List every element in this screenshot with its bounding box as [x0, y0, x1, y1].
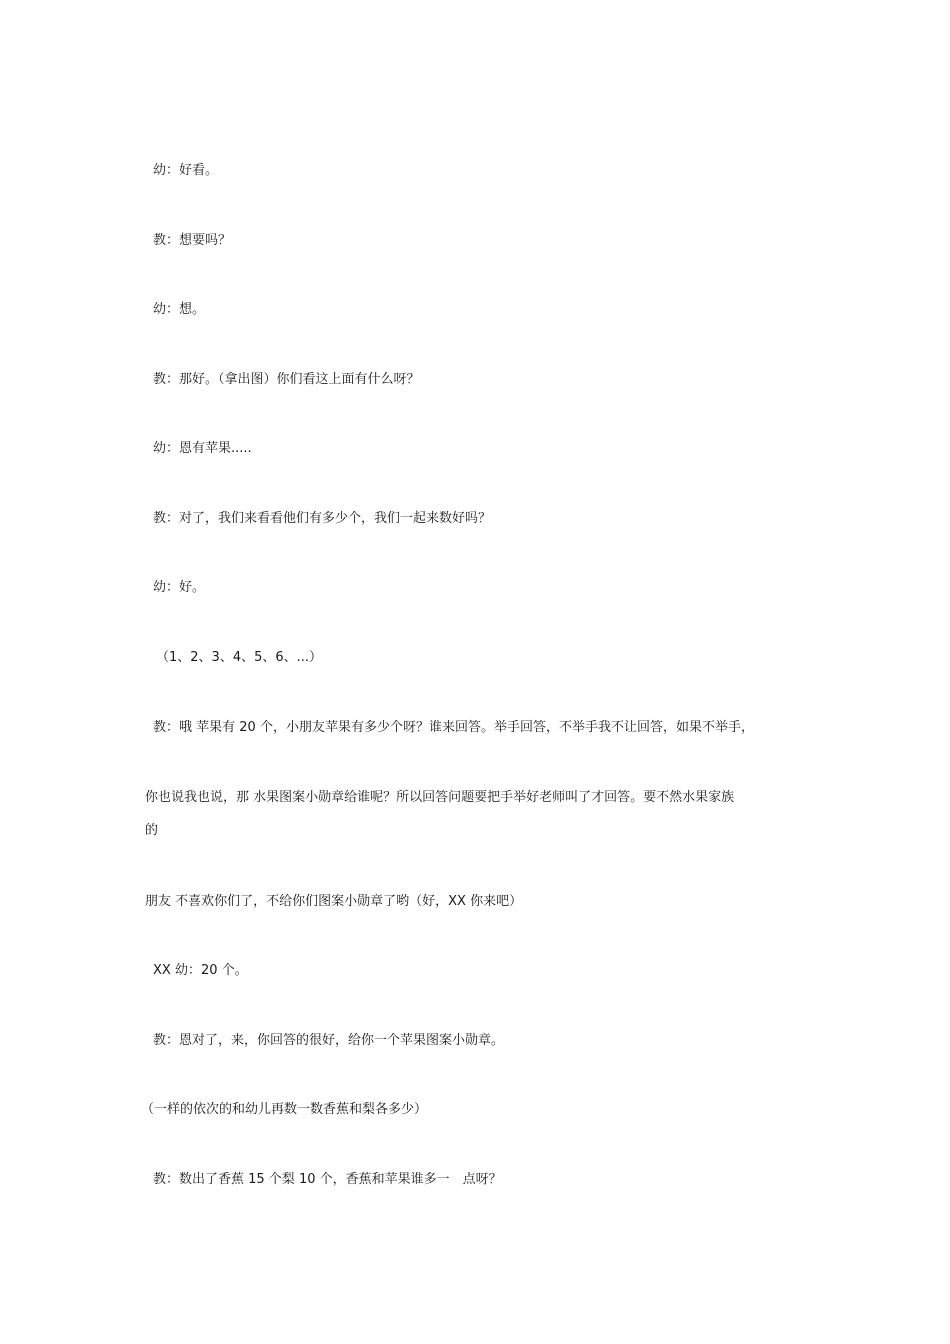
dialogue-line: 幼：好。: [153, 580, 206, 595]
dialogue-line: 你也说我也说，那 水果图案小勋章给谁呢？所以回答问题要把手举好老师叫了才回答。要不然水果家族: [145, 790, 735, 805]
dialogue-line: 幼：想。: [153, 302, 206, 317]
dialogue-line: 教：对了，我们来看看他们有多少个，我们一起来数好吗？: [153, 511, 492, 526]
dialogue-line: XX 幼：20 个。: [153, 963, 248, 978]
dialogue-line: 幼：恩有苹果.....: [153, 441, 252, 456]
dialogue-line: 幼：好看。: [153, 163, 219, 178]
dialogue-line: 教：哦 苹果有 20 个，小朋友苹果有多少个呀？谁来回答。举手回答，不举手我不让回答，如果不举手，: [153, 720, 754, 735]
counting-line: （1、2、3、4、5、6、...）: [156, 650, 323, 665]
dialogue-line: 朋友 不喜欢你们了，不给你们图案小勋章了哟（好，XX 你来吧）: [145, 894, 523, 909]
stage-direction: （一样的依次的和幼儿再数一数香蕉和梨各多少）: [141, 1102, 428, 1117]
dialogue-line: 教：恩对了，来，你回答的很好，给你一个苹果图案小勋章。: [153, 1033, 505, 1048]
dialogue-line: 的: [145, 823, 159, 838]
dialogue-line: 教：想要吗？: [153, 233, 232, 248]
dialogue-line: 教：那好。（拿出图）你们看这上面有什么呀？: [153, 372, 420, 387]
dialogue-line: 教：数出了香蕉 15 个梨 10 个，香蕉和苹果谁多一 点呀？: [153, 1172, 502, 1187]
